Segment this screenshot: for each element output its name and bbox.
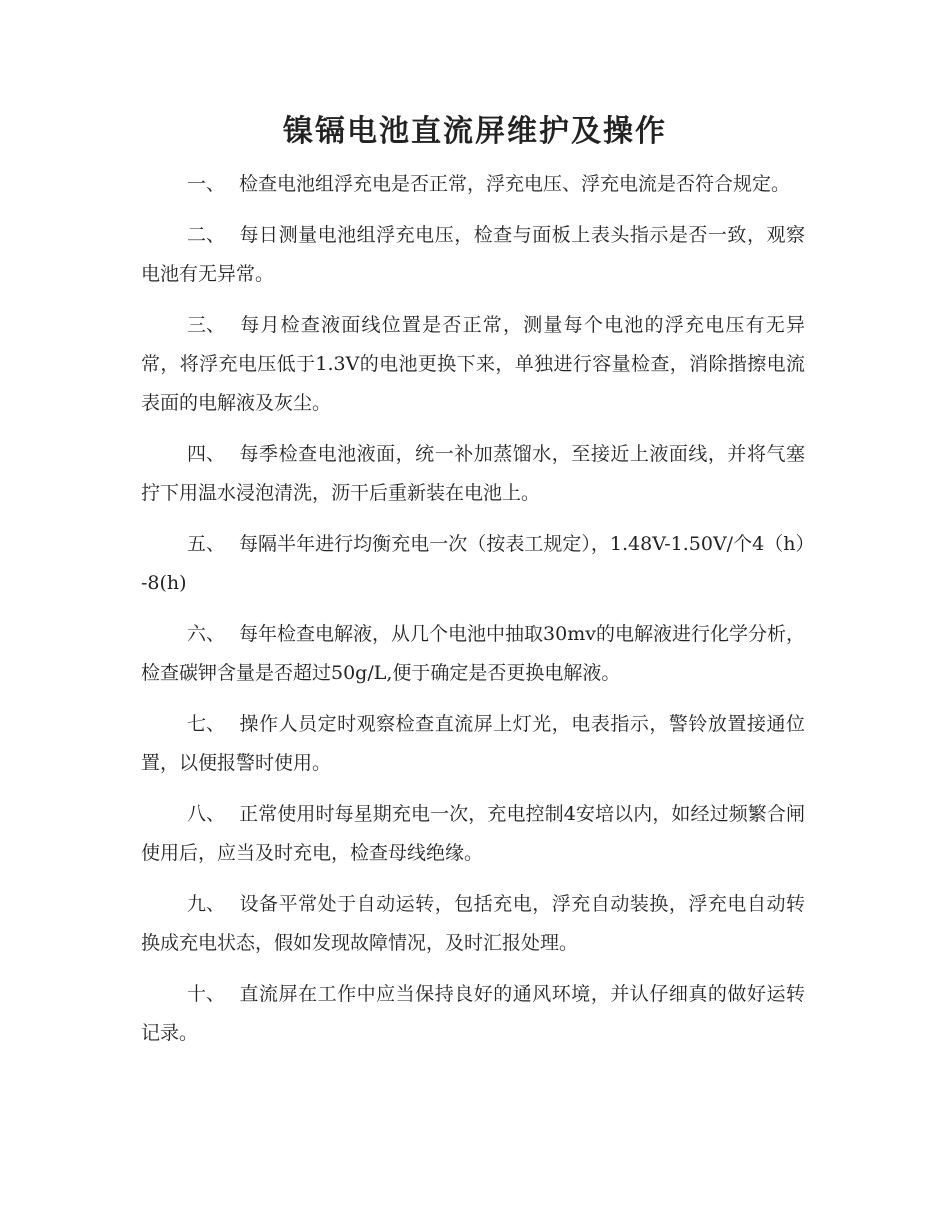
list-item (141, 885, 805, 963)
list-item (141, 165, 805, 204)
item-text: 检查电池组浮充电是否正常，浮充电压、浮充电流是否符合规定。 (239, 173, 791, 195)
item-text: 每季检查电池液面，统一补加蒸馏水，至接近上液面线，并将气塞拧下用温水浸泡清洗，沥干后重新装在电池上。 (141, 443, 805, 504)
list-item (141, 975, 805, 1053)
list-item (141, 705, 805, 783)
maintenance-list (141, 165, 805, 1065)
item-number: 一、 (187, 173, 226, 195)
page-title: 镍镉电池直流屏维护及操作 (283, 114, 667, 149)
item-number: 五、 (187, 533, 226, 555)
item-text: 直流屏在工作中应当保持良好的通风环境，并认仔细真的做好运转记录。 (141, 983, 805, 1044)
item-number: 十、 (187, 983, 226, 1005)
item-number: 三、 (187, 314, 226, 336)
item-text: 每日测量电池组浮充电压，检查与面板上表头指示是否一致，观察电池有无异常。 (141, 224, 805, 285)
item-text: 正常使用时每星期充电一次，充电控制4安培以内，如经过频繁合闸使用后，应当及时充电，检查母线绝缘。 (141, 803, 805, 864)
item-text: 每隔半年进行均衡充电一次（按表工规定），1.48V-1.50V/个4（h）-8(h) (141, 533, 805, 594)
list-item (141, 615, 805, 693)
list-item (141, 525, 805, 603)
list-item (141, 795, 805, 873)
item-text: 设备平常处于自动运转，包括充电，浮充自动装换，浮充电自动转换成充电状态，假如发现故障情况，及时汇报处理。 (141, 893, 805, 954)
list-item (141, 435, 805, 513)
item-number: 八、 (187, 803, 226, 825)
item-text: 每年检查电解液，从几个电池中抽取30mv的电解液进行化学分析，检查碳钾含量是否超过50g/L,便于确定是否更换电解液。 (141, 623, 805, 684)
item-number: 二、 (187, 224, 226, 246)
item-number: 四、 (187, 443, 226, 465)
item-number: 六、 (187, 623, 226, 645)
item-text: 每月检查液面线位置是否正常，测量每个电池的浮充电压有无异常，将浮充电压低于1.3V的电池更换下来，单独进行容量检查，消除揩擦电流表面的电解液及灰尘。 (141, 314, 805, 414)
list-item (141, 216, 805, 294)
item-number: 九、 (187, 893, 226, 915)
list-item (141, 306, 805, 423)
item-text: 操作人员定时观察检查直流屏上灯光，电表指示，警铃放置接通位置，以便报警时使用。 (141, 713, 805, 774)
item-number: 七、 (187, 713, 226, 735)
